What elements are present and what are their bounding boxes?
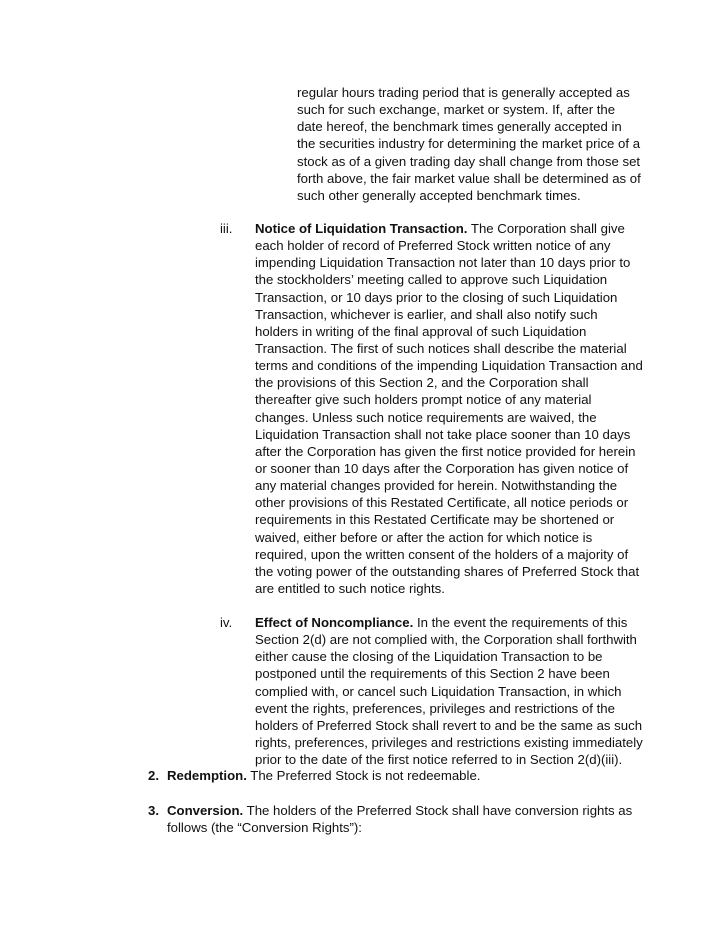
text-line [255, 511, 643, 528]
section-heading: Notice of Liquidation Transaction. [255, 221, 468, 236]
line-text: forth above, the fair market value shall be determined as of [297, 170, 641, 186]
text-line [255, 751, 643, 768]
line-text: such for such exchange, market or system. If, after the [297, 102, 616, 118]
line-text: Transaction, or 10 days prior to the closing of such Liquidation [255, 289, 618, 305]
effect-of-noncompliance-paragraph [255, 614, 643, 768]
line-text: the stockholders’ meeting called to approve such Liquidation [255, 272, 608, 288]
line-text: regular hours trading period that is generally accepted as [297, 85, 630, 100]
text-line [255, 665, 643, 682]
section-heading: Redemption. [167, 768, 247, 783]
line-text: prior to the date of the first notice referred to in Section 2(d)(iii). [255, 752, 623, 768]
line-text: the securities industry for determining the market price of a [297, 136, 641, 152]
line-text: Liquidation Transaction shall not take place sooner than 10 days [255, 426, 631, 442]
line-text: each holder of record of Preferred Stock written notice of any [255, 238, 611, 254]
line-text: The Preferred Stock is not redeemable. [246, 768, 481, 783]
line-text: In the event the requirements of this [413, 615, 628, 630]
text-line [255, 289, 643, 306]
line-text: thereafter give such holders prompt notice of any material [255, 392, 592, 408]
line-text: impending Liquidation Transaction not later than 10 days prior to [255, 255, 631, 271]
text-line [255, 271, 643, 288]
section-heading: Effect of Noncompliance. [255, 615, 414, 630]
line-text: the provisions of this Section 2, and the Corporation shall [255, 375, 589, 391]
text-line [255, 220, 643, 237]
line-text: waived, either before or after the action for which notice is [255, 529, 593, 545]
notice-of-liquidation-paragraph [255, 220, 643, 597]
text-line [255, 357, 643, 374]
line-text: the voting power of the outstanding shares of Preferred Stock that [255, 563, 640, 579]
text-line [255, 580, 643, 597]
text-line [255, 409, 643, 426]
line-text: complied with, or cancel such Liquidation Transaction, in which [255, 683, 622, 699]
text-line [255, 477, 643, 494]
text-line [297, 153, 641, 170]
section-numeral-2: 2. [148, 768, 159, 783]
text-line [167, 819, 632, 836]
text-line [255, 563, 643, 580]
line-text: The Corporation shall give [467, 221, 625, 236]
text-line [255, 700, 643, 717]
text-line [255, 529, 643, 546]
text-line [297, 135, 641, 152]
text-line [255, 460, 643, 477]
line-text: or sooner than 10 days after the Corporation has given notice of [255, 460, 629, 476]
line-text: other provisions of this Restated Certificate, all notice periods or [255, 495, 629, 511]
text-line [255, 494, 643, 511]
text-line [297, 118, 641, 135]
line-text: follows (the “Conversion Rights”): [167, 820, 362, 836]
text-line [255, 306, 643, 323]
line-text: postponed until the requirements of this Section 2 have been [255, 666, 610, 682]
section-numeral-3: 3. [148, 803, 159, 818]
text-line [297, 187, 641, 204]
text-line [297, 101, 641, 118]
text-line [255, 237, 643, 254]
line-text: The holders of the Preferred Stock shall have conversion rights as [243, 803, 633, 818]
line-text: requirements in this Restated Certificate may be shortened or [255, 512, 615, 528]
item-numeral-iii: iii. [220, 221, 233, 236]
text-line [255, 340, 643, 357]
line-text: stock as of a given trading day shall change from those set [297, 153, 641, 169]
line-text: Section 2(d) are not complied with, the Corporation shall forthwith [255, 632, 637, 648]
item-numeral-iv: iv. [220, 615, 233, 630]
text-line [255, 546, 643, 563]
line-text: changes. Unless such notice requirements are waived, the [255, 409, 597, 425]
text-line [255, 254, 643, 271]
line-text: either cause the closing of the Liquidation Transaction to be [255, 649, 603, 665]
text-line [255, 374, 643, 391]
line-text: holders in writing of the final approval of such Liquidation [255, 323, 587, 339]
text-line [167, 767, 480, 784]
line-text: Transaction, whichever is earlier, and shall also notify such [255, 306, 598, 322]
continuation-paragraph [297, 84, 641, 204]
line-text: Transaction. The first of such notices shall describe the material [255, 340, 627, 356]
text-line [255, 443, 643, 460]
text-line [255, 734, 643, 751]
line-text: holders of Preferred Stock shall revert to and be the same as such [255, 717, 643, 733]
line-text: such other generally accepted benchmark times. [297, 187, 581, 203]
conversion-paragraph [167, 802, 632, 836]
text-line [255, 648, 643, 665]
text-line [167, 802, 632, 819]
line-text: event the rights, preferences, privileges and restrictions of the [255, 700, 615, 716]
section-heading: Conversion. [167, 803, 244, 818]
line-text: any material changes provided for herein. Notwithstanding the [255, 478, 618, 494]
line-text: after the Corporation has given the first notice provided for herein [255, 443, 636, 459]
text-line [255, 683, 643, 700]
text-line [297, 170, 641, 187]
line-text: required, upon the written consent of the holders of a majority of [255, 546, 629, 562]
line-text: date hereof, the benchmark times generally accepted in [297, 119, 622, 135]
text-line [255, 426, 643, 443]
text-line [255, 717, 643, 734]
text-line [255, 323, 643, 340]
text-line [255, 614, 643, 631]
text-line [297, 84, 641, 101]
line-text: are entitled to such notice rights. [255, 580, 445, 596]
redemption-paragraph [167, 767, 480, 784]
line-text: rights, preferences, privileges and restrictions existing immediately [255, 734, 643, 750]
text-line [255, 631, 643, 648]
text-line [255, 391, 643, 408]
line-text: terms and conditions of the impending Liquidation Transaction and [255, 358, 643, 374]
